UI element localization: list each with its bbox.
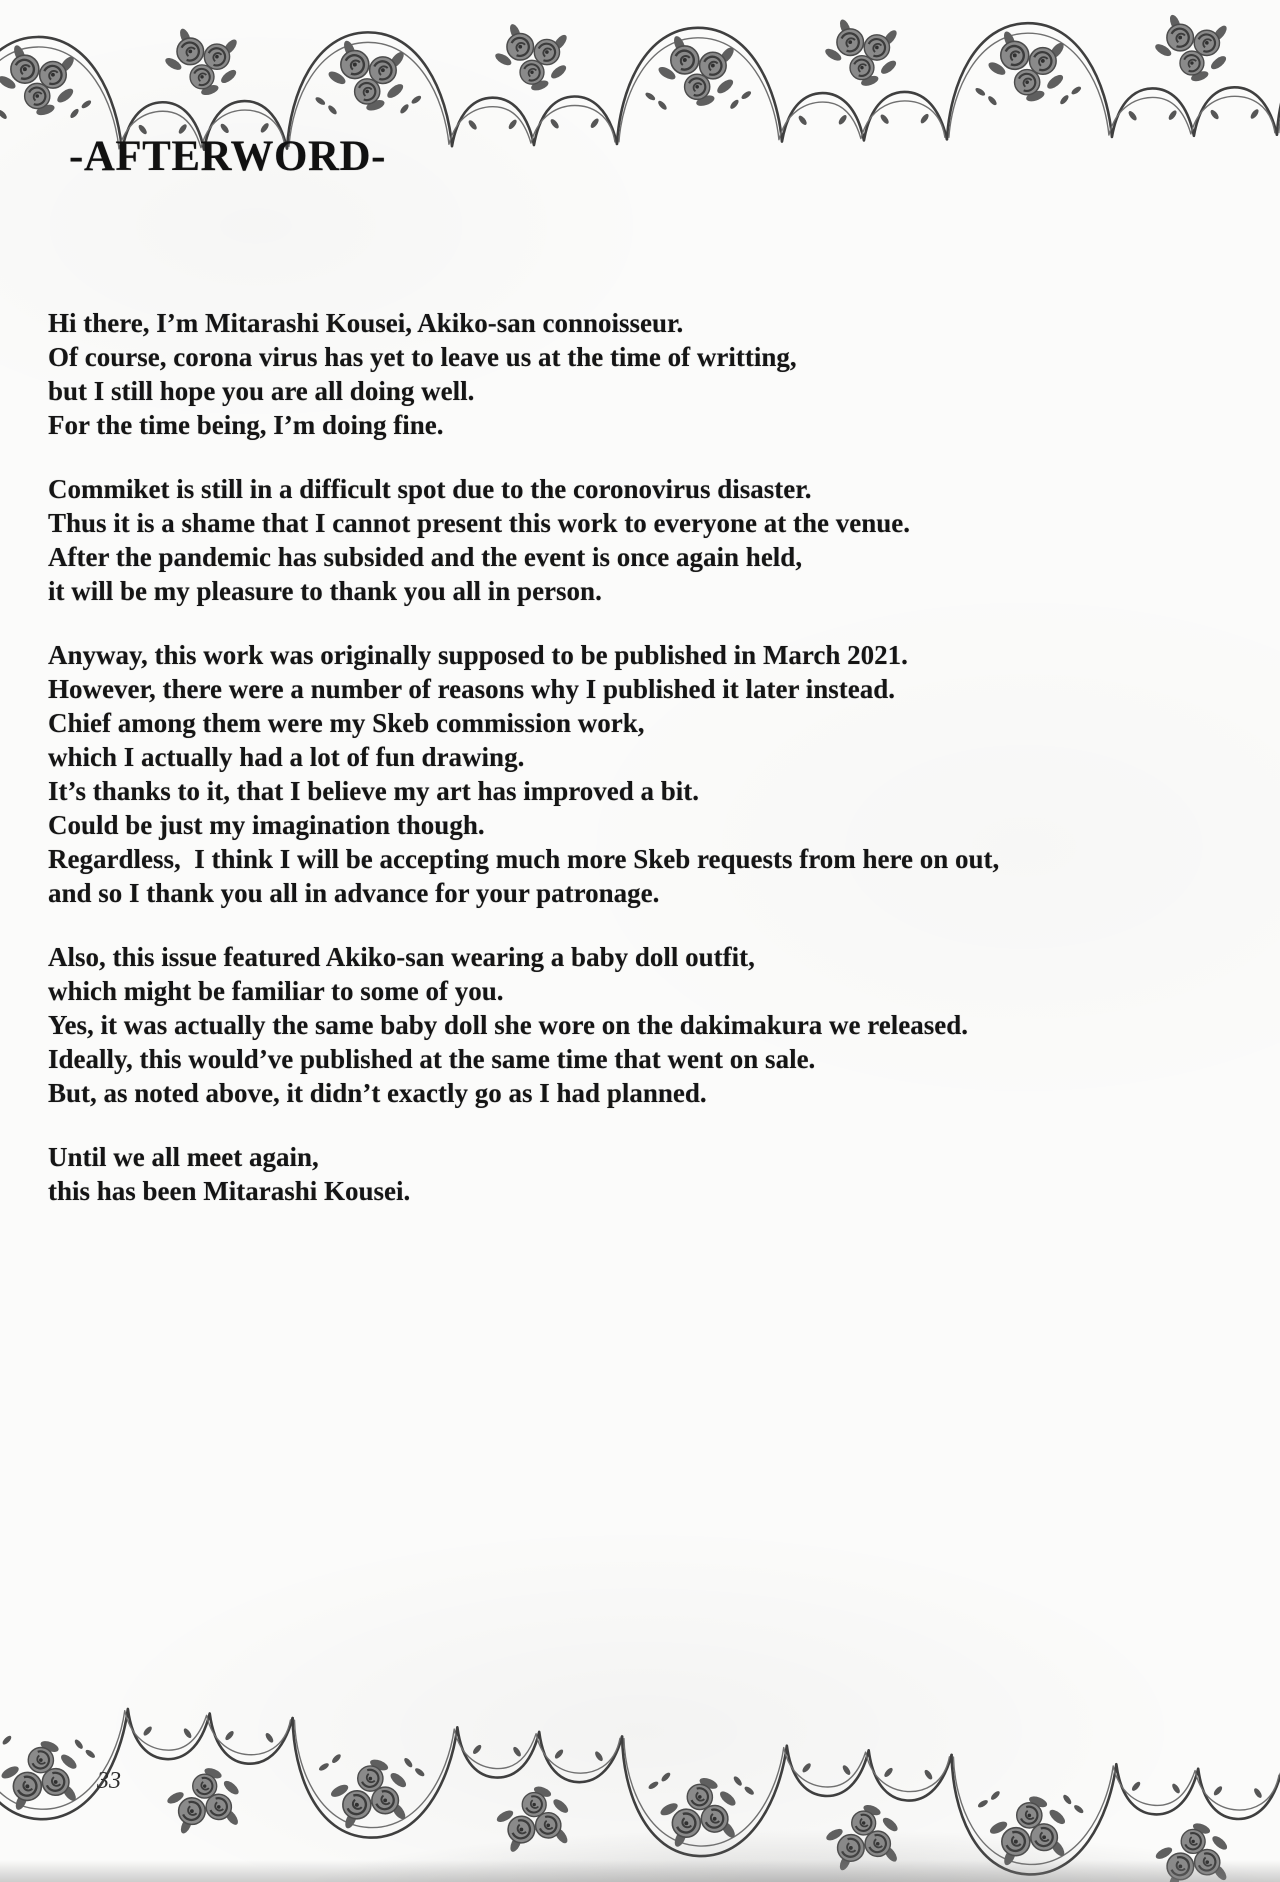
text-line: and so I thank you all in advance for your patronage. <box>48 878 660 908</box>
text-line: Commiket is still in a difficult spot due to the coronovirus disaster. <box>48 474 812 504</box>
text-line: Of course, corona virus has yet to leave us at the time of writting, <box>48 342 797 372</box>
text-line: Yes, it was actually the same baby doll she wore on the dakimakura we released. <box>48 1010 969 1040</box>
text-line: However, there were a number of reasons why I published it later instead. <box>48 674 896 704</box>
text-line: which might be familiar to some of you. <box>48 976 504 1006</box>
paragraph <box>48 1140 1238 1208</box>
afterword-body <box>48 306 1238 1238</box>
text-line: Also, this issue featured Akiko-san wearing a baby doll outfit, <box>48 942 755 972</box>
text-line: Hi there, I’m Mitarashi Kousei, Akiko-san connoisseur. <box>48 308 684 338</box>
text-line: Thus it is a shame that I cannot present this work to everyone at the venue. <box>48 508 910 538</box>
paragraph <box>48 940 1238 1110</box>
text-line: but I still hope you are all doing well. <box>48 376 475 406</box>
text-line: Until we all meet again, <box>48 1142 319 1172</box>
page-title: -AFTERWORD- <box>69 133 386 180</box>
text-line: Could be just my imagination though. <box>48 810 485 840</box>
text-line: Ideally, this would’ve published at the same time that went on sale. <box>48 1044 816 1074</box>
text-line: For the time being, I’m doing fine. <box>48 410 444 440</box>
paragraph <box>48 638 1238 910</box>
text-line: Anyway, this work was originally supposed to be published in March 2021. <box>48 640 908 670</box>
lace-border-bottom <box>0 1700 1280 1882</box>
paragraph <box>48 306 1238 442</box>
text-line: It’s thanks to it, that I believe my art has improved a bit. <box>48 776 700 806</box>
text-line: which I actually had a lot of fun drawing. <box>48 742 525 772</box>
text-line: But, as noted above, it didn’t exactly go as I had planned. <box>48 1078 707 1108</box>
text-line: After the pandemic has subsided and the event is once again held, <box>48 542 803 572</box>
text-line: it will be my pleasure to thank you all in person. <box>48 576 602 606</box>
text-line: Chief among them were my Skeb commission work, <box>48 708 645 738</box>
paragraph <box>48 472 1238 608</box>
text-line: this has been Mitarashi Kousei. <box>48 1176 411 1206</box>
page-number: 33 <box>97 1768 121 1794</box>
text-line: Regardless, I think I will be accepting much more Skeb requests from here on out, <box>48 844 1000 874</box>
